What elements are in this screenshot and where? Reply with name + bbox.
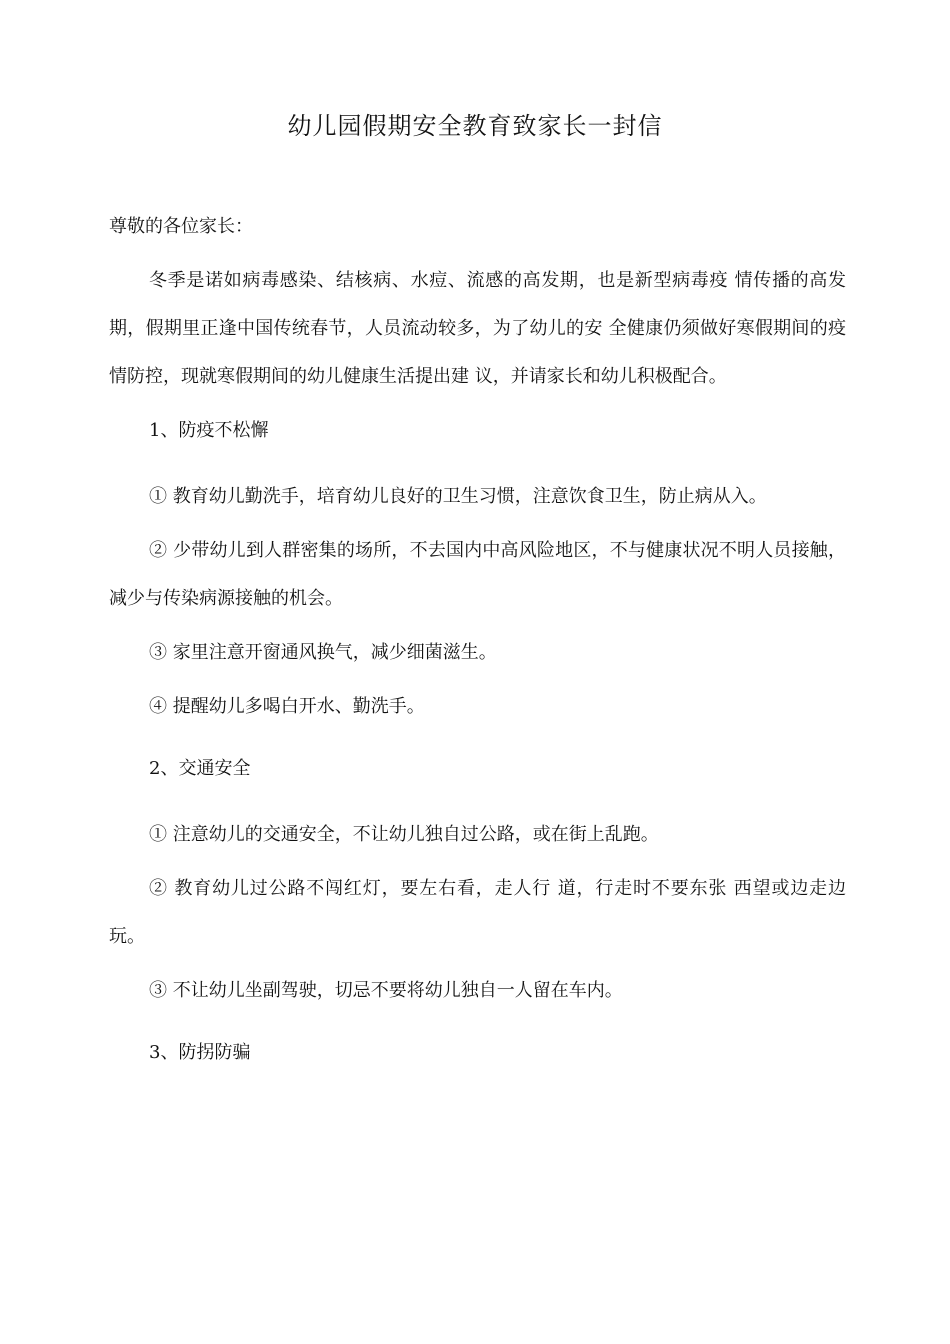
section-heading-traffic: 2、交通安全: [149, 758, 251, 779]
epidemic-item-2: ② 少带幼儿到人群密集的场所，不去国内中高风险地区，不与健康状况不明人员接触，减少与传染病源接触的机会。: [109, 540, 846, 609]
section-heading-epidemic: 1、防疫不松懈: [149, 420, 269, 441]
traffic-item-3: ③ 不让幼儿坐副驾驶，切忌不要将幼儿独自一人留在车内。: [149, 980, 623, 1001]
section-heading-anti-abduction: 3、防拐防骗: [149, 1042, 251, 1063]
document-body: [109, 203, 846, 1095]
traffic-item-1: ① 注意幼儿的交通安全，不让幼儿独自过公路，或在街上乱跑。: [149, 824, 659, 845]
epidemic-item-1: ① 教育幼儿勤洗手，培育幼儿良好的卫生习惯，注意饮食卫生，防止病从入。: [149, 486, 767, 507]
salutation: 尊敬的各位家长：: [109, 216, 253, 237]
intro-paragraph: 冬季是诺如病毒感染、结核病、水痘、流感的高发期，也是新型病毒疫 情传播的高发期，假期里正逢中国传统春节，人员流动较多，为了幼儿的安 全健康仍须做好寒假期间的疫情防控，现就寒假期间的幼儿健康生活提出建 议，并请家长和幼儿积极配合。: [109, 270, 846, 387]
epidemic-item-3: ③ 家里注意开窗通风换气，减少细菌滋生。: [149, 642, 497, 663]
epidemic-item-4: ④ 提醒幼儿多喝白开水、勤洗手。: [149, 696, 425, 717]
traffic-item-2: ② 教育幼儿过公路不闯红灯，要左右看，走人行 道，行走时不要东张 西望或边走边玩。: [109, 878, 846, 947]
document-title: 幼儿园假期安全教育致家长一封信: [287, 112, 663, 140]
